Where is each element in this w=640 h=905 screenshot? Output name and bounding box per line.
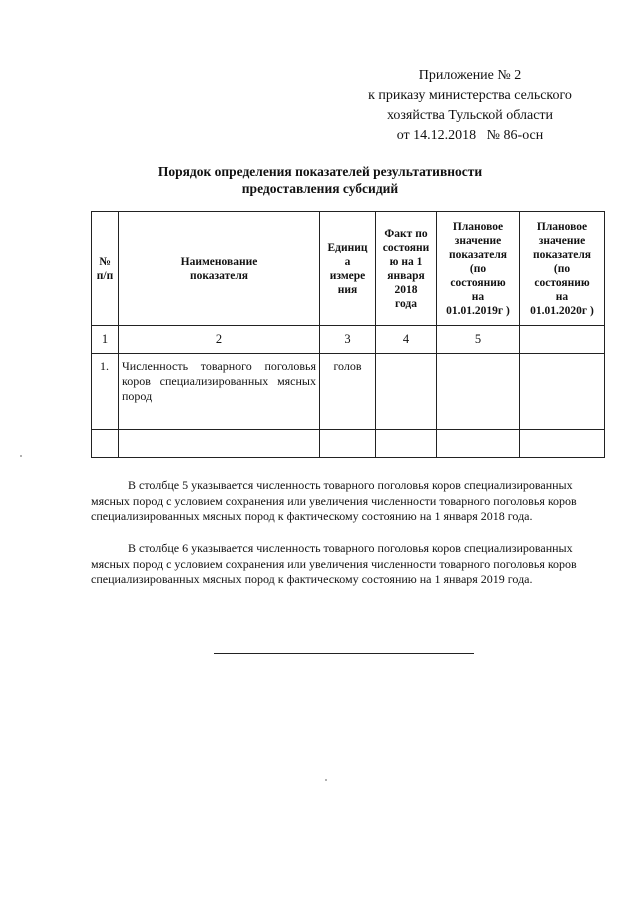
header-line: значение	[454, 234, 502, 247]
scan-speck	[20, 455, 22, 457]
header-line: показателя	[448, 248, 508, 261]
header-line: измере	[329, 269, 366, 282]
empty-cell	[376, 430, 437, 458]
header-line: Плановое	[452, 220, 504, 233]
header-line: года	[395, 297, 417, 310]
header-cell	[376, 212, 437, 326]
empty-cell	[437, 430, 520, 458]
column-number-row	[92, 326, 605, 354]
column-number	[520, 326, 605, 354]
document-title	[80, 163, 560, 197]
column-number: 2	[119, 326, 320, 354]
header-cell	[437, 212, 520, 326]
header-line: ю на 1	[389, 255, 423, 268]
header-cell	[320, 212, 376, 326]
indicator-plan-2020	[520, 354, 605, 430]
table-header-row	[92, 212, 605, 326]
column-number: 5	[437, 326, 520, 354]
header-line: состоянию	[534, 276, 590, 289]
header-cell	[119, 212, 320, 326]
header-line: 2018	[394, 283, 418, 296]
table-row	[92, 354, 605, 430]
header-line: на	[471, 290, 485, 303]
column-number: 1	[92, 326, 119, 354]
column-number: 4	[376, 326, 437, 354]
closing-rule	[214, 653, 474, 654]
header-line: января	[387, 269, 425, 282]
indicator-unit: голов	[320, 354, 376, 430]
indicator-fact-2018	[376, 354, 437, 430]
annex-order-ref: к приказу министерства сельского	[368, 88, 572, 103]
header-line: 01.01.2020г )	[530, 304, 594, 317]
scan-speck	[325, 779, 327, 781]
header-line: Наименование	[180, 255, 258, 268]
header-line: Единиц	[327, 241, 368, 254]
header-line: показателя	[532, 248, 592, 261]
header-line: значение	[538, 234, 586, 247]
table-row-empty	[92, 430, 605, 458]
annex-header	[340, 66, 600, 146]
empty-cell	[320, 430, 376, 458]
indicators-table	[91, 211, 605, 458]
row-index: 1.	[92, 354, 119, 430]
explanation-column-5	[91, 478, 601, 525]
paragraph-text: В столбце 5 указывается численность товарного поголовья коров специализированных мясных пород с условием сохранения или увеличения численности товарного поголовья коров специализированных мясных пород к фактическому состоянию на 1 января 2018 года.	[91, 478, 577, 523]
indicator-plan-2019	[437, 354, 520, 430]
title-line-1: Порядок определения показателей результативности	[157, 164, 483, 179]
header-line: состояни	[382, 241, 430, 254]
header-line: Плановое	[536, 220, 588, 233]
annex-ministry: хозяйства Тульской области	[386, 108, 554, 123]
annex-date-number: от 14.12.2018 № 86-осн	[396, 128, 544, 143]
header-cell	[520, 212, 605, 326]
header-line: показателя	[189, 269, 249, 282]
header-line: на	[555, 290, 569, 303]
header-line: (по	[469, 262, 487, 275]
header-line: п/п	[96, 269, 114, 282]
header-line: (по	[553, 262, 571, 275]
header-cell	[92, 212, 119, 326]
header-line: состоянию	[450, 276, 506, 289]
empty-cell	[119, 430, 320, 458]
paragraph-text: В столбце 6 указывается численность товарного поголовья коров специализированных мясных пород с условием сохранения или увеличения численности товарного поголовья коров специализированных мясных пород к фактическому состоянию на 1 января 2019 года.	[91, 541, 577, 586]
empty-cell	[520, 430, 605, 458]
column-number: 3	[320, 326, 376, 354]
header-line: №	[99, 255, 111, 268]
indicator-name: Численность товарного поголовья коров специализированных мясных пород	[119, 354, 320, 430]
empty-cell	[92, 430, 119, 458]
explanation-column-6	[91, 541, 601, 588]
title-line-2: предоставления субсидий	[241, 181, 399, 196]
header-line: а	[344, 255, 351, 268]
header-line: ния	[337, 283, 358, 296]
header-line: Факт по	[384, 227, 428, 240]
annex-number: Приложение № 2	[418, 68, 522, 83]
header-line: 01.01.2019г )	[446, 304, 510, 317]
